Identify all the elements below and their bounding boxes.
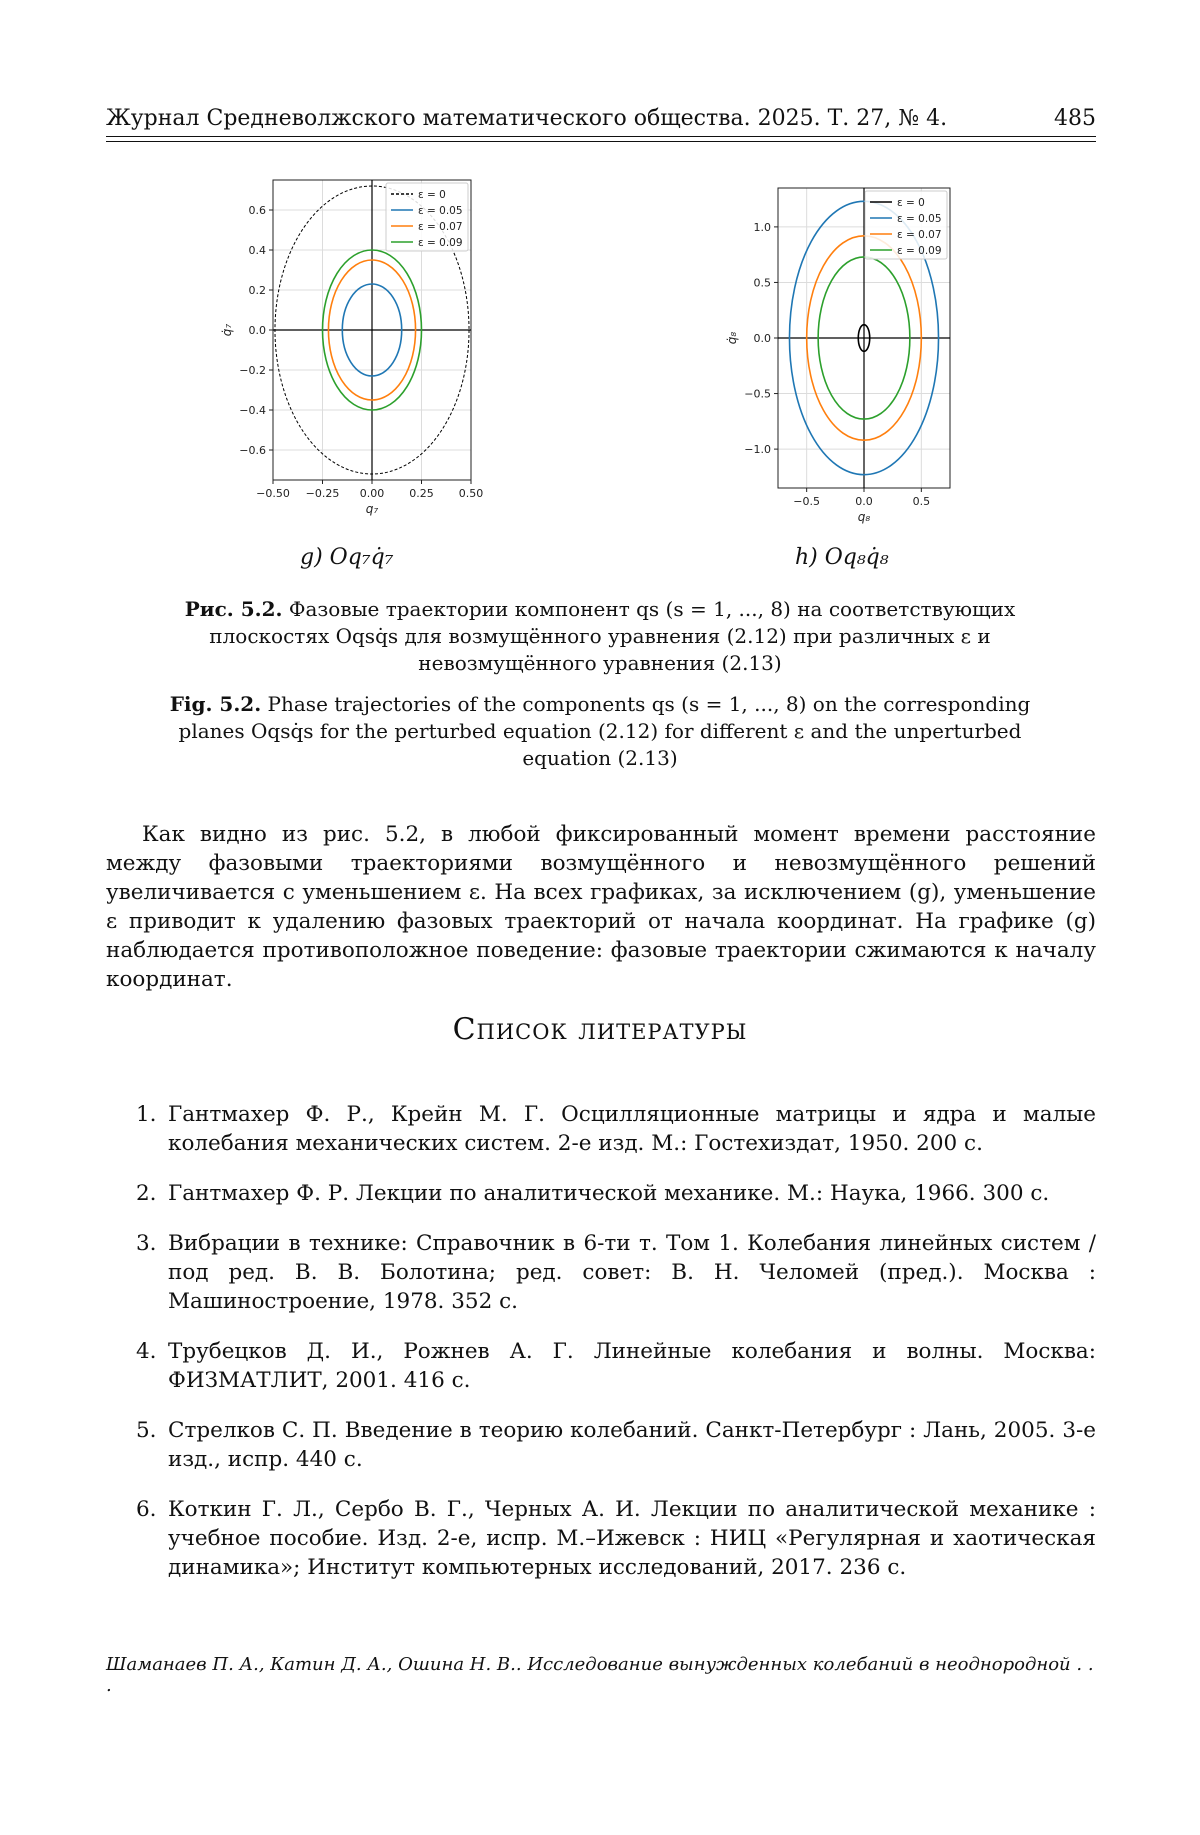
legend-label: ε = 0.09 [418,237,463,249]
reference-text: Коткин Г. Л., Сербо В. Г., Черных А. И. Лекции по аналитической механике : учебное пособие. Изд. 2-е, испр. М.–Ижевск : НИЦ «Регулярная и хаотическая динамика»; Институт компьютерных исследований, 2017. 236 с. [168,1497,1096,1580]
y-tick-label: −1.0 [744,443,771,457]
figure-caption-ru [160,596,1040,677]
y-tick-label: 0.0 [248,324,266,337]
chart-svg [720,178,1010,538]
reference-text: Гантмахер Ф. Р., Крейн М. Г. Осцилляционные матрицы и ядра и малые колебания механических систем. 2-е изд. М.: Гостехиздат, 1950. 200 с. [168,1102,1096,1156]
reference-number: 6. [136,1497,157,1522]
reference-text: Стрелков С. П. Введение в теорию колебаний. Санкт-Петербург : Лань, 2005. 3-е изд., испр. 440 с. [168,1418,1096,1472]
section-title: Список литературы [452,1012,748,1047]
reference-text: Трубецков Д. И., Рожнев А. Г. Линейные колебания и волны. Москва: ФИЗМАТЛИТ, 2001. 416 с. [168,1339,1096,1393]
reference-item [106,1229,1096,1316]
y-tick-label: −0.6 [239,444,266,457]
y-tick-label: −0.4 [239,404,266,417]
phase-plot-g [195,170,495,540]
reference-number: 3. [136,1231,157,1256]
caption-label: Рис. 5.2. [184,597,283,621]
header-rule [106,136,1096,137]
caption-label: Fig. 5.2. [169,692,262,716]
x-tick-label: −0.50 [256,487,290,500]
legend-label: ε = 0 [897,197,925,209]
reference-list [106,1100,1096,1603]
x-tick-label: 0.5 [912,495,931,508]
running-header [106,102,1096,142]
phase-plot-h [720,178,1010,538]
y-tick-label: 0.4 [248,244,266,257]
caption-text: Phase trajectories of the components qs (s = 1, ..., 8) on the corresponding planes Oqsq̇s for the perturbed equation (2.12) for different ε and the unperturbed equation (2.13) [178,692,1031,770]
legend-label: ε = 0.09 [897,245,942,257]
reference-item [106,1179,1096,1208]
legend-label: ε = 0.07 [897,229,942,241]
y-tick-label: 1.0 [753,220,771,234]
subplot-label-g: g) Oq₇q̇₇ [300,545,394,570]
y-axis-label: q̇₈ [725,331,739,345]
caption-text: Фазовые траектории компонент qs (s = 1, ..., 8) на соответствующих плоскостях Oqsq̇s для возмущённого уравнения (2.12) при различных ε и невозмущённого уравнения (2.13) [209,597,1016,675]
reference-number: 1. [136,1102,157,1127]
x-axis-label: q₇ [365,502,379,516]
reference-item [106,1100,1096,1158]
y-tick-label: −0.5 [744,387,771,401]
header-rule [106,141,1096,142]
reference-number: 4. [136,1339,157,1364]
x-tick-label: 0.25 [409,487,434,500]
legend-label: ε = 0.05 [418,205,463,217]
running-footer: Шаманаев П. А., Катин Д. А., Ошина Н. В.. Исследование вынужденных колебаний в неоднородной . . . [106,1654,1094,1696]
y-tick-label: 0.6 [248,204,266,217]
reference-item [106,1337,1096,1395]
legend-label: ε = 0 [418,189,446,201]
legend-label: ε = 0.05 [897,213,942,225]
x-tick-label: 0.00 [359,487,385,500]
reference-number: 5. [136,1418,157,1443]
y-tick-label: 0.5 [753,276,771,290]
x-tick-label: 0.0 [855,495,873,508]
journal-title: Журнал Средневолжского математического общества. 2025. Т. 27, № 4. [106,106,948,131]
figure-caption-en [160,691,1040,772]
y-tick-label: −0.2 [239,364,266,377]
reference-number: 2. [136,1181,157,1206]
legend-label: ε = 0.07 [418,221,463,233]
y-tick-label: 0.2 [248,284,266,297]
chart-svg [195,170,495,540]
page-number: 485 [1054,106,1096,131]
subplot-label-h: h) Oq₈q̇₈ [795,545,889,570]
y-axis-label: q̇₇ [220,323,234,337]
x-axis-label: q₈ [857,510,871,524]
x-tick-label: −0.5 [793,495,821,508]
reference-text: Гантмахер Ф. Р. Лекции по аналитической механике. М.: Наука, 1966. 300 с. [168,1181,1050,1206]
x-tick-label: −0.25 [305,487,340,500]
reference-item [106,1495,1096,1582]
y-tick-label: 0.0 [753,332,771,345]
reference-text: Вибрации в технике: Справочник в 6-ти т. Том 1. Колебания линейных систем / под ред. В. В. Болотина; ред. совет: В. Н. Челомей (пред.). Москва : Машиностроение, 1978. 352 с. [168,1231,1096,1314]
body-paragraph: Как видно из рис. 5.2, в любой фиксированный момент времени расстояние между фазовыми траекториями возмущённого и невозмущённого решений увеличивается с уменьшением ε. На всех графиках, за исключением (g), уменьшение ε приводит к удалению фазовых траекторий от начала координат. На графике (g) наблюдается противоположное поведение: фазовые траектории сжимаются к началу координат. [106,822,1096,992]
x-tick-label: 0.50 [458,487,484,500]
reference-item [106,1416,1096,1474]
